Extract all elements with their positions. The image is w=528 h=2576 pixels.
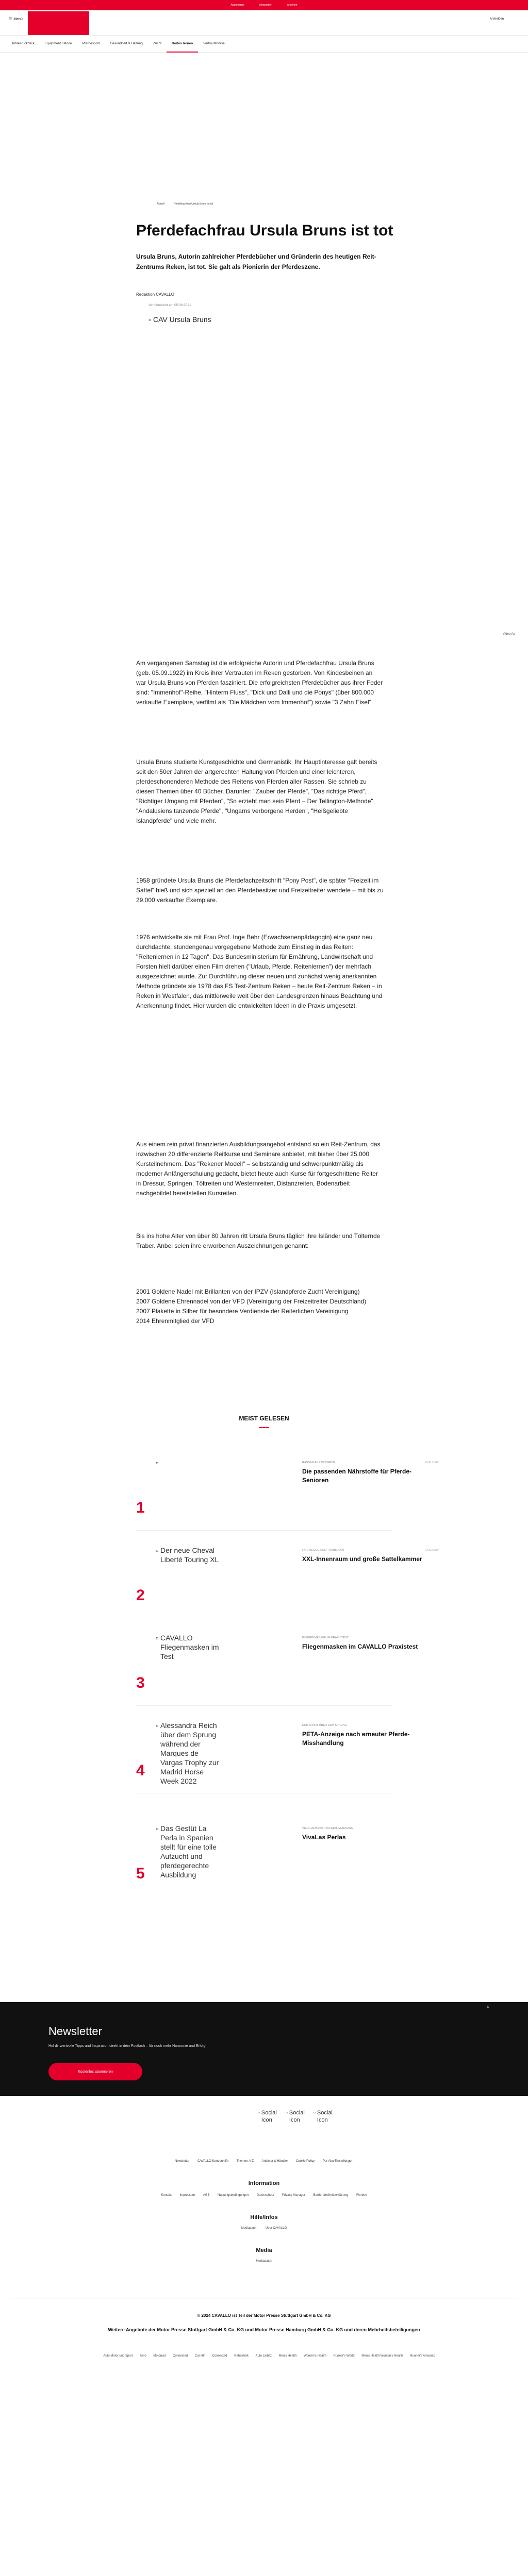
nav-item-active[interactable]: Reiten lernen	[167, 35, 198, 53]
brand-link[interactable]: Women's Health	[304, 2354, 326, 2358]
rank-number: 5	[136, 1865, 145, 1882]
site-logo[interactable]	[28, 11, 89, 35]
divider	[136, 1530, 392, 1531]
footer-heading: Information	[248, 2180, 280, 2187]
most-read-heading: MEIST GELESEN	[239, 1415, 289, 1422]
teaser-image	[156, 1633, 223, 1700]
topbar-link[interactable]: Abonnieren	[230, 4, 244, 7]
footer-link[interactable]: Über CAVALLO	[265, 2227, 287, 2230]
footer-link[interactable]: Datenschutz	[256, 2194, 274, 2197]
newsletter-subscribe-button[interactable]: Kostenlos abonnieren	[48, 2063, 142, 2080]
newsletter-box	[0, 2002, 528, 2096]
brand-link[interactable]: Aero	[140, 2354, 146, 2358]
social-alt: Social Icon	[317, 2110, 333, 2123]
social-link[interactable]	[314, 2109, 334, 2124]
broken-image-icon: ▫	[487, 2002, 489, 2010]
hero-image	[148, 315, 365, 624]
footer-link[interactable]: Werben	[356, 2194, 367, 2197]
most-read-item[interactable]	[136, 1721, 410, 1798]
most-read-item[interactable]	[136, 1824, 392, 1901]
newsletter-title: Newsletter	[48, 2025, 102, 2038]
footer-heading: Media	[256, 2247, 272, 2253]
awards-list: 2001 Goldene Nadel mit Brillanten von der IPZV (Islandpferde Zucht Vereinigung) 2007 Goldene Ehrennadel von der VFD (Vereinigung der Freizeitreiter Deutschland) 2007 Plakette in Silber für besondere Verdienste der Reiterlichen Vereinigung 2014 Ehrenmitglied der VFD	[136, 1288, 367, 1325]
teaser-title[interactable]: Fliegenmasken im CAVALLO Praxistest	[302, 1643, 418, 1650]
article-paragraph: 1976 entwickelte sie mit Frau Prof. Inge Behr (Erwachsenenpädagogin) eine ganz neu durchdachte, stundengenau vorgegebene Methode zum Einstieg in das Reiten: "Reitenlernen in 12 Tagen". Das Bundesministerium für Ernährung, Landwirtschaft und Forsten hielt darüber einen Film drehen ("Urlaub, Pferde, Reitenlernen") der mehrfach ausgezeichnet wurde. Zur Durchführung dieser neuen und zunächst wenig anerkannten Methode gründete sie 1978 das FS Test-Zentrum Reken – heute Reit-Zentrum Reken – in Reken in Westfalen, das mittlerweile weit über den Landesgrenzen hinaus Beachtung und Anerkennung findet. Hier wurden die entwickelten Ideen in die Praxis umgesetzt.	[136, 934, 383, 1009]
footer-heading: Hilfe/Infos	[250, 2214, 278, 2221]
social-link[interactable]	[258, 2109, 278, 2124]
teaser-image	[156, 1824, 223, 1891]
broken-image-icon: ▫	[148, 315, 151, 324]
article-paragraph: Am vergangenen Samstag ist die erfolgreiche Autorin und Pferdefachfrau Ursula Bruns (geb. 05.09.1922) im Kreis ihrer Vertrauten im Reken gestorben. Von Kindesbeinen an war Ursula Bruns von Pferden fasziniert. Die erfolgreichsten Pferdebücher aus ihrer Feder sind: "Immenhof"-Reihe, "Hinterm Fluss", "Dick und Dalli und die Ponys" (über 800.000 verkaufte Exemplare, verfilmt als "Die Mädchen vom Immenhof") sowie "3 Zahn Eisel".	[136, 659, 383, 706]
newsletter-text: Hol dir wertvolle Tipps und Inspiration direkt in dein Postfach – für noch mehr Harmonie und Erfolg!	[48, 2044, 207, 2048]
article-author[interactable]: Redaktion CAVALLO	[136, 292, 174, 297]
broken-image-icon: ▫	[258, 2110, 260, 2116]
footer-link[interactable]: Kontakt	[161, 2194, 172, 2197]
footer-media-links	[0, 2260, 528, 2263]
article-paragraph: Ursula Bruns studierte Kunstgeschichte und Germanistik. Ihr Hauptinteresse galt bereits seit den 50er Jahren der artgerechten Haltung von Pferden und einer leichteren, pferdeschonenderen Methode des Reitens von Pferden aller Rassen. Sie schrieb zu diesen Themen über 40 Bücher. Darunter: "Zauber der Pferde", "Das richtige Pferd", "Richtiger Umgang mit Pferden", "So erzieht man sein Pferd – Der Tellington-Methode", "Andalusiens tanzende Pferde", "Ungarns verborgene Herden", "Heißgeliebte Islandpferde" und viele mehr.	[136, 758, 377, 824]
brand-link[interactable]: Rehaklinik	[234, 2354, 249, 2358]
nav-item[interactable]: Verkaufsbörse	[203, 42, 225, 45]
brand-link[interactable]: Men's Health Women's Health	[361, 2354, 403, 2358]
menu-button[interactable]	[9, 17, 23, 21]
footer-link[interactable]: Impressum	[179, 2194, 195, 2197]
more-offers-heading: Weitere Angebote der Motor Presse Stuttgart GmbH & Co. KG und Motor Presse Hamburg GmbH & Co. KG und deren Mehrheitsbeteiligungen	[108, 2327, 420, 2332]
brand-link[interactable]: Men's Health	[278, 2354, 297, 2358]
broken-image-icon: ▫	[156, 1824, 158, 1833]
article-paragraph: Bis ins hohe Alter von über 80 Jahren ritt Ursula Bruns täglich ihre Isländer und Tölternde Traber. Anbei seien ihre erworbenen Auszeichnungen genannt:	[136, 1232, 381, 1249]
nav-item[interactable]: Jahresrückblick	[11, 42, 35, 45]
exclusive-badge: EXKLUSIV	[425, 1549, 439, 1552]
image-alt: CAVALLO Fliegenmasken im Test	[160, 1634, 219, 1660]
footer-link[interactable]: AGB	[203, 2194, 210, 2197]
teaser-image	[156, 1546, 223, 1613]
broken-image-icon: ▫	[314, 2110, 316, 2116]
teaser-title[interactable]: XXL-Innenraum und große Sattelkammer	[302, 1555, 422, 1563]
teaser-kicker: VIER HAUSABSTRACHEN IM AUSZUG	[302, 1827, 354, 1830]
teaser-title[interactable]: Die passenden Nährstoffe für Pferde-Senioren	[302, 1468, 412, 1484]
nav-item[interactable]: Zucht	[153, 42, 162, 45]
social-alt: Social Icon	[261, 2110, 277, 2123]
rank-number: 2	[136, 1587, 145, 1604]
divider	[136, 1705, 392, 1706]
social-links	[258, 2109, 334, 2124]
footer-link[interactable]: Nutzungsbedingungen	[218, 2194, 249, 2197]
footer-link[interactable]: Pur Abo Einstellungen	[322, 2160, 353, 2163]
top-bar	[0, 0, 528, 10]
topbar-link[interactable]: Newsletter	[259, 4, 272, 7]
account-link[interactable]: Anmelden	[490, 18, 504, 21]
broken-image-icon: ▫	[156, 1721, 158, 1730]
teaser-kicker: FAHRZEUGE UND TRANSPORT	[302, 1549, 345, 1552]
brand-link[interactable]: Runner's Almanac	[410, 2354, 435, 2358]
hamburger-icon: ☰	[9, 18, 12, 21]
main-nav	[0, 35, 528, 53]
broken-image-icon: ▫	[156, 1459, 158, 1467]
brand-link[interactable]: Connected	[173, 2354, 188, 2358]
footer-link[interactable]: Mediadaten	[241, 2227, 258, 2230]
article-paragraph: 1958 gründete Ursula Bruns die Pferdefachzeitschrift "Pony Post", die später "Freizeit im Sattel" hieß und sich speziell an den Pferdebesitzer und Freizeitreiter wendete – mit bis zu 29.000 verkaufter Exemplare.	[136, 877, 384, 904]
broken-image-icon: ▫	[156, 1546, 158, 1554]
teaser-kicker: FLIEGENMASKEN IM PRAXISTEST	[302, 1636, 349, 1639]
teaser-kicker: REITSPORT ÜBER DEM SPRUNG	[302, 1724, 347, 1727]
hero-image-alt: CAV Ursula Bruns	[153, 315, 211, 324]
brand-link[interactable]: Connected	[212, 2354, 227, 2358]
heading-underline	[259, 1427, 269, 1428]
breadcrumb-item[interactable]: Aktuell	[157, 202, 165, 206]
article-teaser: Ursula Bruns, Autorin zahlreicher Pferdebücher und Gründerin des heutigen Reit-Zentrums Reken, ist tot. Sie galt als Pionierin der Pferdeszene.	[136, 253, 376, 270]
social-link[interactable]	[286, 2109, 306, 2124]
rank-number: 4	[136, 1762, 145, 1779]
teaser-image	[156, 1458, 223, 1525]
image-alt: Das Gestüt La Perla in Spanien stellt für eine tolle Aufzucht und pferdegerechte Ausbildung	[160, 1824, 217, 1879]
brand-link[interactable]: Car Hifi	[194, 2354, 205, 2358]
footer-links	[0, 2160, 528, 2163]
teaser-title[interactable]: VivaLas Perlas	[302, 1834, 346, 1841]
image-alt: Alessandra Reich über dem Sprung während der Marques de Vargas Trophy zur Madrid Horse Week 2022	[160, 1721, 219, 1785]
brand-link[interactable]: Auto Motor und Sport	[103, 2354, 133, 2358]
footer-link[interactable]: Mediadaten	[256, 2260, 272, 2263]
brand-link[interactable]: Runner's World	[333, 2354, 355, 2358]
copyright: © 2024 CAVALLO ist Teil der Motor Presse Stuttgart GmbH & Co. KG	[197, 2313, 331, 2318]
teaser-image	[156, 1721, 223, 1788]
footer-link[interactable]: Privacy Manager	[282, 2194, 305, 2197]
footer-link[interactable]: Themen A-Z	[236, 2160, 254, 2163]
footer-link[interactable]: Anbieter & Händler	[261, 2160, 288, 2163]
nav-item[interactable]: Pferdesport	[82, 42, 100, 45]
brand-links	[10, 2352, 528, 2360]
brand-link[interactable]: Auto Laibitz	[255, 2354, 272, 2358]
topbar-link[interactable]: Ansehen	[287, 4, 298, 7]
brand-link[interactable]: Motorrad	[153, 2354, 166, 2358]
rank-number: 3	[136, 1674, 145, 1691]
broken-image-icon: ▫	[156, 1634, 158, 1642]
teaser-title[interactable]: PETA-Anzeige nach erneuter Pferde-Misshandlung	[302, 1731, 410, 1747]
footer-info-links	[0, 2194, 528, 2197]
broken-image-icon: ▫	[286, 2110, 288, 2116]
footer-help-links	[0, 2227, 528, 2230]
most-read-item[interactable]	[136, 1633, 418, 1710]
footer-link[interactable]: Barrierefreiheitserklärung	[313, 2194, 348, 2197]
article-paragraph: Aus einem rein privat finanzierten Ausbildungsangebot entstand so ein Reit-Zentrum, das inzwischen 20 differenzierte Reitkurse und Seminare anbietet, mit bisher über 25.000 Kursteilnehmern. Das "Rekener Modell" – selbstständig und schwerpunktmäßig als moderner Anfängerschulung gedacht, bietet heute auch Kurse für fortgeschrittene Reiter in Dressur, Springen, Töltreiten und Westernreiten, Distanzreiten, Bodenarbeit nachgebildet bereitstellen Kursreiten.	[136, 1141, 381, 1197]
breadcrumb	[157, 202, 213, 206]
most-read-item[interactable]	[136, 1458, 439, 1535]
nav-item[interactable]: Equipment / Mode	[44, 42, 72, 45]
menu-label: Menü	[13, 17, 23, 21]
rank-number: 1	[136, 1499, 145, 1516]
footer-link[interactable]: Newsletter	[175, 2160, 190, 2163]
nav-item[interactable]: Gesundheit & Haltung	[110, 42, 143, 45]
social-alt: Social Icon	[289, 2110, 305, 2123]
article-date: Veröffentlicht am 05.08.2021	[148, 303, 191, 307]
footer-link[interactable]: Cookie Policy	[295, 2160, 315, 2163]
breadcrumb-item: Pferdefachfrau Ursula Bruns ist tot	[174, 202, 213, 206]
article-headline: Pferdefachfrau Ursula Bruns ist tot	[136, 222, 393, 239]
video-ad-link[interactable]: Video Ad	[503, 633, 515, 636]
most-read-item[interactable]	[136, 1546, 439, 1623]
footer-link[interactable]: CAVALLO Kundenhilfe	[197, 2160, 229, 2163]
teaser-kicker: RASSEN AUF MODERNE	[302, 1461, 336, 1464]
exclusive-badge: EXKLUSIV	[425, 1461, 439, 1464]
image-alt: Der neue Cheval Liberté Touring XL	[160, 1546, 219, 1564]
